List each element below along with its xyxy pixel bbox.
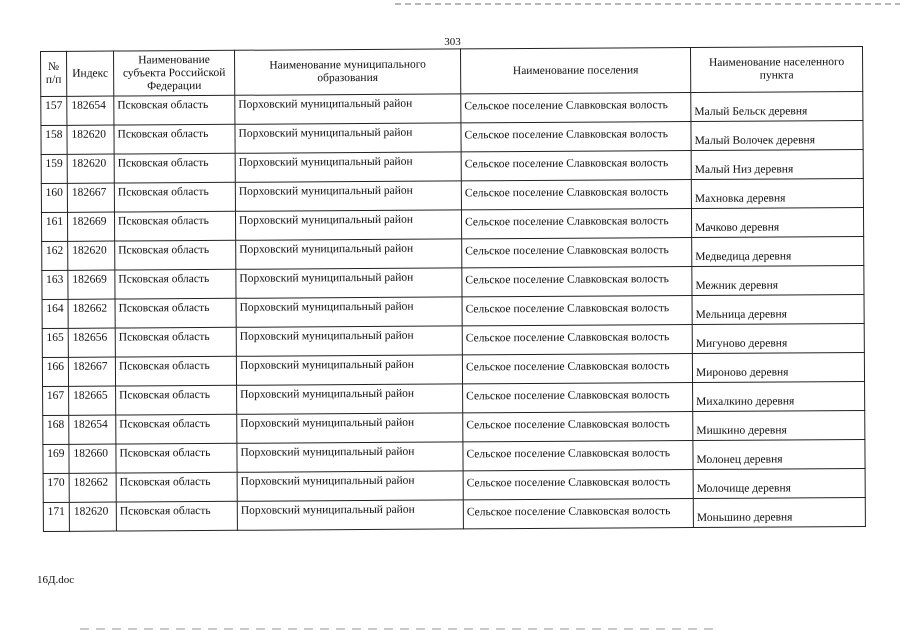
header-municipality: Наименование муниципального образования [234, 49, 460, 95]
cell-row-number: 159 [41, 154, 67, 183]
cell-locality: Мачково деревня [691, 207, 863, 237]
cell-locality: Махновка деревня [691, 178, 863, 208]
cell-index: 182662 [69, 473, 116, 502]
cell-index: 182620 [69, 502, 116, 531]
page-number: 303 [444, 36, 461, 48]
cell-municipality: Порховский муниципальный район [237, 442, 463, 472]
cell-index: 182665 [69, 386, 116, 415]
header-index: Индекс [67, 51, 114, 96]
cell-locality: Мигуново деревня [692, 323, 864, 353]
cell-index: 182669 [68, 270, 115, 299]
scan-artifact-top [395, 3, 900, 5]
cell-settlement: Сельское поселение Славковская волость [463, 412, 693, 442]
cell-locality: Михалкино деревня [693, 381, 865, 411]
cell-index: 182654 [67, 96, 114, 125]
cell-region: Псковская область [115, 269, 236, 299]
cell-region: Псковская область [114, 153, 235, 183]
cell-locality: Малый Низ деревня [691, 149, 863, 179]
cell-municipality: Порховский муниципальный район [237, 384, 463, 414]
cell-row-number: 162 [42, 241, 68, 270]
cell-region: Псковская область [116, 443, 237, 473]
cell-municipality: Порховский муниципальный район [235, 181, 461, 211]
cell-row-number: 158 [41, 125, 67, 154]
cell-locality: Молонец деревня [693, 439, 865, 469]
cell-region: Псковская область [114, 95, 235, 125]
cell-settlement: Сельское поселение Славковская волость [462, 325, 692, 355]
table-row [43, 497, 865, 531]
cell-settlement: Сельское поселение Славковская волость [461, 122, 691, 152]
cell-region: Псковская область [115, 356, 236, 386]
cell-settlement: Сельское поселение Славковская волость [463, 499, 693, 529]
cell-municipality: Порховский муниципальный район [237, 413, 463, 443]
cell-settlement: Сельское поселение Славковская волость [463, 470, 693, 500]
cell-row-number: 167 [43, 386, 69, 415]
cell-municipality: Порховский муниципальный район [236, 326, 462, 356]
cell-settlement: Сельское поселение Славковская волость [461, 180, 691, 210]
cell-municipality: Порховский муниципальный район [235, 152, 461, 182]
cell-row-number: 166 [42, 357, 68, 386]
cell-row-number: 168 [43, 415, 69, 444]
cell-locality: Межник деревня [692, 265, 864, 295]
cell-row-number: 171 [43, 502, 69, 531]
cell-region: Псковская область [115, 240, 236, 270]
cell-region: Псковская область [116, 414, 237, 444]
document-filename: 16Д.doc [37, 574, 75, 586]
cell-locality: Мишкино деревня [693, 410, 865, 440]
cell-row-number: 157 [41, 96, 67, 125]
cell-index: 182620 [67, 154, 114, 183]
cell-row-number: 160 [41, 183, 67, 212]
cell-region: Псковская область [116, 472, 237, 502]
cell-row-number: 161 [41, 212, 67, 241]
cell-locality: Мельница деревня [692, 294, 864, 324]
cell-region: Псковская область [115, 298, 236, 328]
header-settlement: Наименование поселения [460, 48, 690, 94]
header-row-number: № п/п [41, 51, 67, 96]
cell-settlement: Сельское поселение Славковская волость [462, 354, 692, 384]
cell-settlement: Сельское поселение Славковская волость [461, 209, 691, 239]
cell-locality: Малый Волочек деревня [691, 120, 863, 150]
cell-settlement: Сельское поселение Славковская волость [462, 296, 692, 326]
cell-settlement: Сельское поселение Славковская волость [463, 441, 693, 471]
cell-municipality: Порховский муниципальный район [236, 297, 462, 327]
cell-row-number: 170 [43, 473, 69, 502]
settlements-table-wrapper [40, 46, 865, 532]
cell-index: 182662 [68, 299, 115, 328]
cell-municipality: Порховский муниципальный район [236, 268, 462, 298]
cell-municipality: Порховский муниципальный район [235, 210, 461, 240]
cell-index: 182656 [68, 328, 115, 357]
cell-index: 182669 [67, 212, 114, 241]
cell-index: 182654 [69, 415, 116, 444]
cell-settlement: Сельское поселение Славковская волость [461, 93, 691, 123]
cell-municipality: Порховский муниципальный район [235, 123, 461, 153]
cell-municipality: Порховский муниципальный район [236, 239, 462, 269]
cell-row-number: 165 [42, 328, 68, 357]
cell-municipality: Порховский муниципальный район [235, 94, 461, 124]
cell-region: Псковская область [114, 124, 235, 154]
cell-region: Псковская область [115, 327, 236, 357]
cell-region: Псковская область [116, 501, 237, 531]
settlements-table [40, 46, 866, 532]
cell-municipality: Порховский муниципальный район [237, 471, 463, 501]
cell-locality: Моньшино деревня [693, 497, 865, 527]
cell-region: Псковская область [114, 211, 235, 241]
cell-row-number: 164 [42, 299, 68, 328]
cell-index: 182660 [69, 444, 116, 473]
cell-index: 182667 [67, 183, 114, 212]
cell-row-number: 169 [43, 444, 69, 473]
cell-locality: Медведица деревня [692, 236, 864, 266]
cell-locality: Молочище деревня [693, 468, 865, 498]
cell-settlement: Сельское поселение Славковская волость [463, 383, 693, 413]
table-header-row [41, 46, 863, 96]
cell-row-number: 163 [42, 270, 68, 299]
cell-municipality: Порховский муниципальный район [236, 355, 462, 385]
header-locality: Наименование населенного пункта [690, 46, 862, 92]
cell-index: 182667 [68, 357, 115, 386]
cell-locality: Малый Бельск деревня [691, 91, 863, 121]
cell-region: Псковская область [116, 385, 237, 415]
cell-locality: Мироново деревня [692, 352, 864, 382]
cell-settlement: Сельское поселение Славковская волость [462, 267, 692, 297]
cell-settlement: Сельское поселение Славковская волость [462, 238, 692, 268]
cell-municipality: Порховский муниципальный район [237, 500, 463, 530]
table-body [41, 91, 866, 531]
cell-region: Псковская область [114, 182, 235, 212]
cell-index: 182620 [68, 241, 115, 270]
cell-settlement: Сельское поселение Славковская волость [461, 151, 691, 181]
scan-artifact-bottom [80, 628, 720, 630]
cell-index: 182620 [67, 125, 114, 154]
header-region: Наименование субъекта Российской Федерации [114, 50, 235, 96]
